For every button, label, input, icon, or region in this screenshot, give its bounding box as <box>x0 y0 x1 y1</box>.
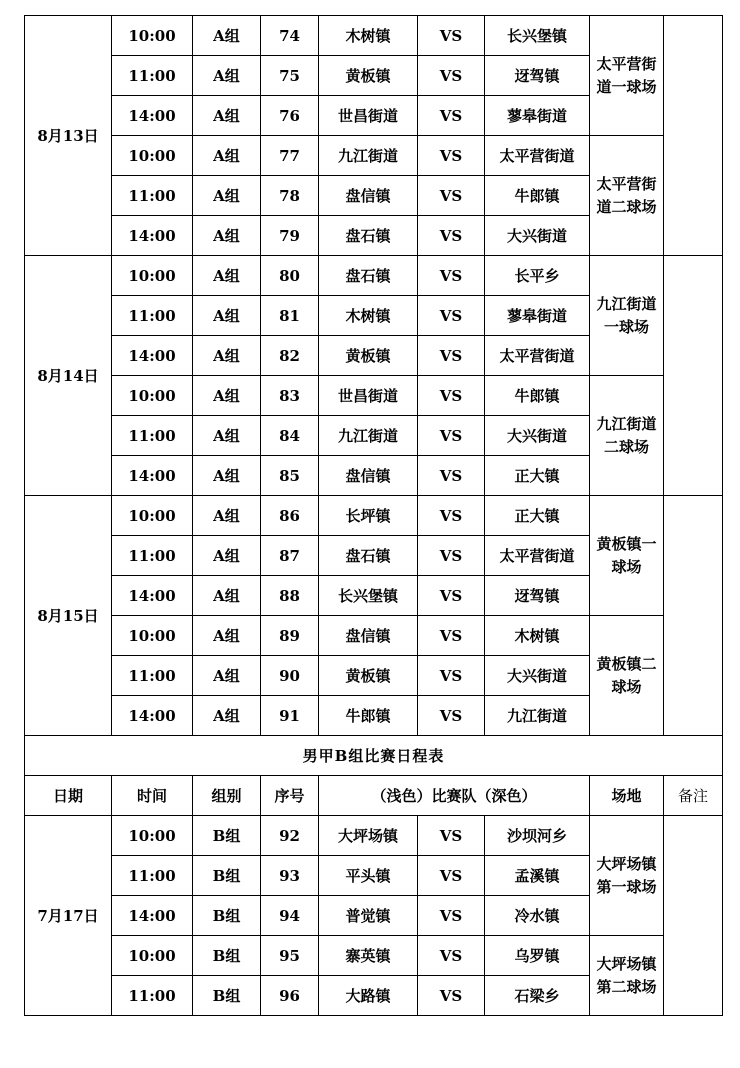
match-no-cell: 76 <box>261 96 319 136</box>
group-cell: A组 <box>193 336 261 376</box>
away-team-cell: 长兴堡镇 <box>485 16 590 56</box>
home-team-cell: 黄板镇 <box>319 56 418 96</box>
header-time: 时间 <box>112 776 193 816</box>
home-team-cell: 世昌街道 <box>319 96 418 136</box>
time-cell: 11:00 <box>112 416 193 456</box>
home-team-cell: 世昌街道 <box>319 376 418 416</box>
time-cell: 10:00 <box>112 496 193 536</box>
venue-cell: 黄板镇二球场 <box>590 616 664 736</box>
venue-cell: 九江街道二球场 <box>590 376 664 496</box>
time-cell: 10:00 <box>112 816 193 856</box>
away-team-cell: 牛郎镇 <box>485 176 590 216</box>
date-cell: 8月15日 <box>25 496 112 736</box>
group-cell: A组 <box>193 456 261 496</box>
time-cell: 11:00 <box>112 56 193 96</box>
away-team-cell: 孟溪镇 <box>485 856 590 896</box>
match-no-cell: 74 <box>261 16 319 56</box>
match-no-cell: 77 <box>261 136 319 176</box>
away-team-cell: 九江街道 <box>485 696 590 736</box>
vs-cell: VS <box>418 856 485 896</box>
time-cell: 11:00 <box>112 536 193 576</box>
section-b-title-body <box>25 736 723 816</box>
match-no-cell: 87 <box>261 536 319 576</box>
vs-cell: VS <box>418 96 485 136</box>
home-team-cell: 长兴堡镇 <box>319 576 418 616</box>
match-no-cell: 80 <box>261 256 319 296</box>
away-team-cell: 蓼皋街道 <box>485 296 590 336</box>
group-cell: A组 <box>193 56 261 96</box>
venue-cell: 太平营街道二球场 <box>590 136 664 256</box>
time-cell: 11:00 <box>112 656 193 696</box>
home-team-cell: 牛郎镇 <box>319 696 418 736</box>
vs-cell: VS <box>418 296 485 336</box>
note-cell <box>664 256 723 496</box>
section-a-body <box>25 16 723 736</box>
schedule-table <box>24 15 723 1016</box>
home-team-cell: 九江街道 <box>319 136 418 176</box>
time-cell: 11:00 <box>112 856 193 896</box>
match-no-cell: 88 <box>261 576 319 616</box>
group-cell: B组 <box>193 936 261 976</box>
header-note: 备注 <box>664 776 723 816</box>
group-cell: A组 <box>193 176 261 216</box>
venue-cell: 大坪场镇第二球场 <box>590 936 664 1016</box>
group-cell: A组 <box>193 216 261 256</box>
vs-cell: VS <box>418 336 485 376</box>
home-team-cell: 盘石镇 <box>319 536 418 576</box>
time-cell: 14:00 <box>112 216 193 256</box>
away-team-cell: 石梁乡 <box>485 976 590 1016</box>
match-no-cell: 91 <box>261 696 319 736</box>
home-team-cell: 木树镇 <box>319 16 418 56</box>
header-no: 序号 <box>261 776 319 816</box>
group-cell: A组 <box>193 16 261 56</box>
match-no-cell: 96 <box>261 976 319 1016</box>
time-cell: 14:00 <box>112 336 193 376</box>
header-venue: 场地 <box>590 776 664 816</box>
group-cell: A组 <box>193 296 261 336</box>
date-cell: 8月13日 <box>25 16 112 256</box>
away-team-cell: 太平营街道 <box>485 336 590 376</box>
home-team-cell: 盘石镇 <box>319 216 418 256</box>
vs-cell: VS <box>418 456 485 496</box>
time-cell: 14:00 <box>112 896 193 936</box>
match-row <box>25 136 723 176</box>
away-team-cell: 太平营街道 <box>485 136 590 176</box>
home-team-cell: 黄板镇 <box>319 336 418 376</box>
vs-cell: VS <box>418 936 485 976</box>
match-row <box>25 496 723 536</box>
match-no-cell: 85 <box>261 456 319 496</box>
home-team-cell: 寨英镇 <box>319 936 418 976</box>
match-no-cell: 89 <box>261 616 319 656</box>
venue-cell: 大坪场镇第一球场 <box>590 816 664 936</box>
match-no-cell: 93 <box>261 856 319 896</box>
vs-cell: VS <box>418 376 485 416</box>
vs-cell: VS <box>418 416 485 456</box>
group-cell: A组 <box>193 136 261 176</box>
away-team-cell: 牛郎镇 <box>485 376 590 416</box>
vs-cell: VS <box>418 136 485 176</box>
vs-cell: VS <box>418 576 485 616</box>
vs-cell: VS <box>418 696 485 736</box>
away-team-cell: 沙坝河乡 <box>485 816 590 856</box>
vs-cell: VS <box>418 216 485 256</box>
group-cell: A组 <box>193 256 261 296</box>
away-team-cell: 大兴街道 <box>485 656 590 696</box>
home-team-cell: 盘信镇 <box>319 456 418 496</box>
match-no-cell: 82 <box>261 336 319 376</box>
section-b-title-row <box>25 736 723 776</box>
home-team-cell: 木树镇 <box>319 296 418 336</box>
match-row <box>25 256 723 296</box>
home-team-cell: 大路镇 <box>319 976 418 1016</box>
match-no-cell: 92 <box>261 816 319 856</box>
home-team-cell: 普觉镇 <box>319 896 418 936</box>
group-cell: A组 <box>193 496 261 536</box>
match-no-cell: 79 <box>261 216 319 256</box>
away-team-cell: 长平乡 <box>485 256 590 296</box>
time-cell: 11:00 <box>112 976 193 1016</box>
time-cell: 14:00 <box>112 576 193 616</box>
away-team-cell: 乌罗镇 <box>485 936 590 976</box>
match-no-cell: 83 <box>261 376 319 416</box>
away-team-cell: 木树镇 <box>485 616 590 656</box>
time-cell: 10:00 <box>112 16 193 56</box>
away-team-cell: 大兴街道 <box>485 216 590 256</box>
vs-cell: VS <box>418 56 485 96</box>
match-no-cell: 86 <box>261 496 319 536</box>
venue-cell: 黄板镇一球场 <box>590 496 664 616</box>
home-team-cell: 平头镇 <box>319 856 418 896</box>
group-cell: B组 <box>193 896 261 936</box>
match-no-cell: 90 <box>261 656 319 696</box>
group-cell: A组 <box>193 536 261 576</box>
time-cell: 10:00 <box>112 616 193 656</box>
home-team-cell: 九江街道 <box>319 416 418 456</box>
vs-cell: VS <box>418 656 485 696</box>
time-cell: 11:00 <box>112 176 193 216</box>
match-no-cell: 94 <box>261 896 319 936</box>
section-b-title: 男甲B组比赛日程表 <box>25 736 723 776</box>
match-no-cell: 95 <box>261 936 319 976</box>
section-b-body <box>25 816 723 1016</box>
time-cell: 10:00 <box>112 136 193 176</box>
match-no-cell: 75 <box>261 56 319 96</box>
group-cell: A组 <box>193 416 261 456</box>
time-cell: 11:00 <box>112 296 193 336</box>
match-no-cell: 81 <box>261 296 319 336</box>
home-team-cell: 大坪场镇 <box>319 816 418 856</box>
away-team-cell: 太平营街道 <box>485 536 590 576</box>
away-team-cell: 冷水镇 <box>485 896 590 936</box>
away-team-cell: 迓驾镇 <box>485 576 590 616</box>
header-date: 日期 <box>25 776 112 816</box>
time-cell: 10:00 <box>112 256 193 296</box>
venue-cell: 太平营街道一球场 <box>590 16 664 136</box>
match-no-cell: 84 <box>261 416 319 456</box>
away-team-cell: 正大镇 <box>485 496 590 536</box>
vs-cell: VS <box>418 256 485 296</box>
vs-cell: VS <box>418 496 485 536</box>
venue-cell: 九江街道一球场 <box>590 256 664 376</box>
header-teams: （浅色）比赛队（深色） <box>319 776 590 816</box>
home-team-cell: 盘信镇 <box>319 616 418 656</box>
note-cell <box>664 496 723 736</box>
away-team-cell: 蓼皋街道 <box>485 96 590 136</box>
vs-cell: VS <box>418 176 485 216</box>
time-cell: 14:00 <box>112 456 193 496</box>
time-cell: 14:00 <box>112 96 193 136</box>
match-row <box>25 16 723 56</box>
match-row <box>25 936 723 976</box>
home-team-cell: 长坪镇 <box>319 496 418 536</box>
header-group: 组别 <box>193 776 261 816</box>
note-cell <box>664 16 723 256</box>
home-team-cell: 盘信镇 <box>319 176 418 216</box>
group-cell: A组 <box>193 656 261 696</box>
vs-cell: VS <box>418 16 485 56</box>
home-team-cell: 黄板镇 <box>319 656 418 696</box>
vs-cell: VS <box>418 816 485 856</box>
group-cell: A组 <box>193 576 261 616</box>
header-row <box>25 776 723 816</box>
group-cell: A组 <box>193 96 261 136</box>
vs-cell: VS <box>418 976 485 1016</box>
date-cell: 8月14日 <box>25 256 112 496</box>
date-cell: 7月17日 <box>25 816 112 1016</box>
group-cell: A组 <box>193 376 261 416</box>
vs-cell: VS <box>418 536 485 576</box>
away-team-cell: 大兴街道 <box>485 416 590 456</box>
vs-cell: VS <box>418 896 485 936</box>
match-no-cell: 78 <box>261 176 319 216</box>
match-row <box>25 376 723 416</box>
away-team-cell: 正大镇 <box>485 456 590 496</box>
time-cell: 14:00 <box>112 696 193 736</box>
match-row <box>25 816 723 856</box>
group-cell: B组 <box>193 856 261 896</box>
group-cell: B组 <box>193 976 261 1016</box>
group-cell: A组 <box>193 696 261 736</box>
vs-cell: VS <box>418 616 485 656</box>
match-row <box>25 616 723 656</box>
home-team-cell: 盘石镇 <box>319 256 418 296</box>
group-cell: B组 <box>193 816 261 856</box>
time-cell: 10:00 <box>112 376 193 416</box>
away-team-cell: 迓驾镇 <box>485 56 590 96</box>
group-cell: A组 <box>193 616 261 656</box>
note-cell <box>664 816 723 1016</box>
time-cell: 10:00 <box>112 936 193 976</box>
